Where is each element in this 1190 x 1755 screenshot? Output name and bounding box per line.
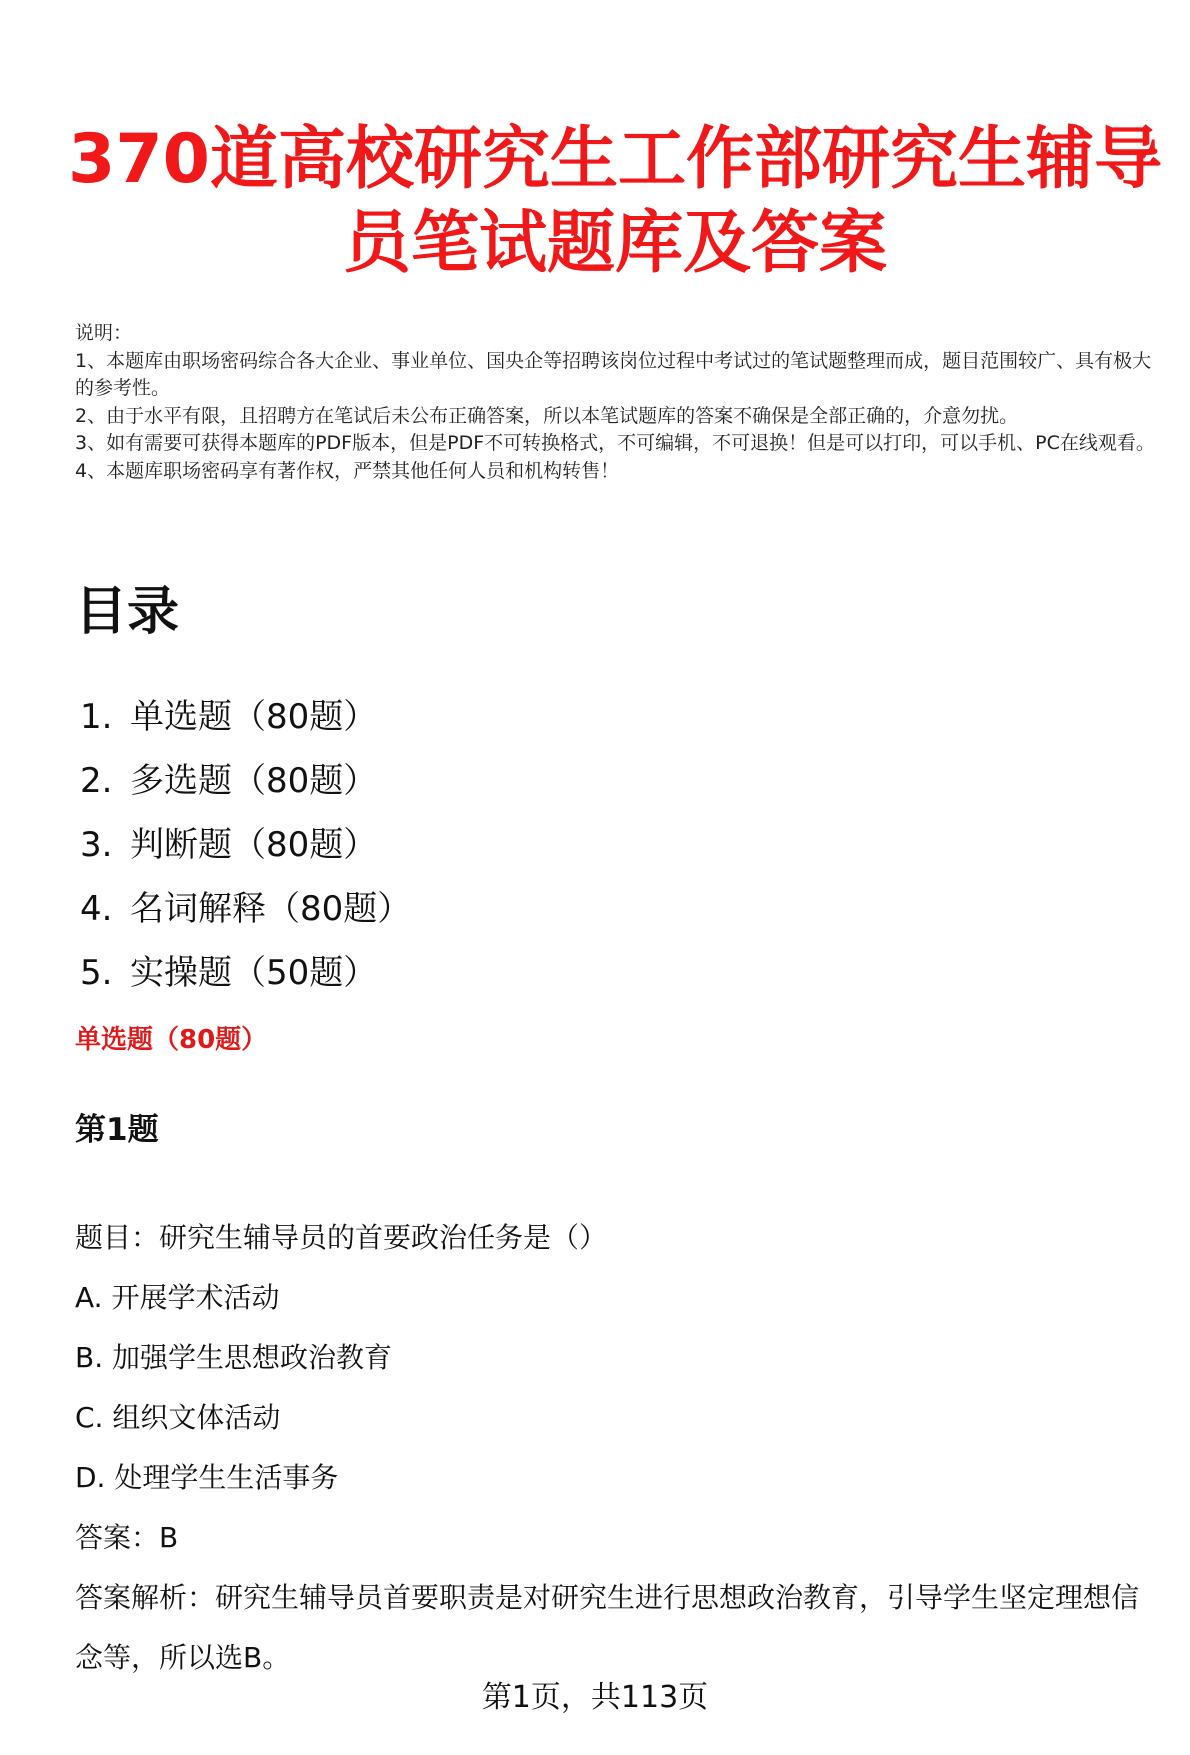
toc-item-multiple-choice[interactable] bbox=[80, 749, 411, 813]
toc-item-practical[interactable] bbox=[80, 941, 411, 1005]
question-heading: 第1题 bbox=[75, 1112, 159, 1148]
section-heading: 单选题（80题） bbox=[75, 1025, 268, 1055]
question-answer: 答案：B bbox=[75, 1521, 179, 1554]
toc-item-term-definition[interactable] bbox=[80, 877, 411, 941]
notes-item-2: 2、由于水平有限，且招聘方在笔试后未公布正确答案，所以本笔试题库的答案不确保是全部正确的，介意勿扰。 bbox=[75, 404, 1019, 427]
toc-item-label: 多选题（80题） bbox=[130, 761, 378, 801]
toc-item-true-false[interactable] bbox=[80, 813, 411, 877]
toc-item-label: 单选题（80题） bbox=[130, 697, 378, 737]
notes-item-1: 1、本题库由职场密码综合各大企业、事业单位、国央企等招聘该岗位过程中考试过的笔试题整理而成，题目范围较广、具有极大的参考性。 bbox=[75, 349, 1152, 399]
toc-list bbox=[80, 685, 411, 1005]
question-option-c: C. 组织文体活动 bbox=[75, 1401, 281, 1434]
toc-item-number: 5. bbox=[80, 953, 113, 993]
toc-item-number: 3. bbox=[80, 825, 113, 865]
toc-item-label: 实操题（50题） bbox=[130, 953, 378, 993]
page-footer: 第1页，共113页 bbox=[481, 1680, 709, 1715]
question-explanation: 答案解析：研究生辅导员首要职责是对研究生进行思想政治教育，引导学生坚定理想信念等，所以选B。 bbox=[75, 1581, 1140, 1674]
question-stem: 题目：研究生辅导员的首要政治任务是（） bbox=[75, 1221, 608, 1254]
question-body bbox=[75, 1208, 1165, 1688]
toc-item-number: 4. bbox=[80, 889, 113, 929]
notes-block bbox=[75, 320, 1155, 485]
notes-heading: 说明： bbox=[75, 322, 133, 344]
notes-item-3: 3、如有需要可获得本题库的PDF版本，但是PDF不可转换格式，不可编辑，不可退换！但是可以打印，可以手机、PC在线观看。 bbox=[75, 432, 1155, 454]
toc-heading: 目录 bbox=[75, 582, 180, 642]
question-option-d: D. 处理学生生活事务 bbox=[75, 1461, 339, 1494]
document-title: 370道高校研究生工作部研究生辅导员笔试题库及答案 bbox=[68, 120, 1162, 283]
question-option-a: A. 开展学术活动 bbox=[75, 1281, 280, 1314]
toc-item-number: 1. bbox=[80, 697, 113, 737]
question-option-b: B. 加强学生思想政治教育 bbox=[75, 1341, 393, 1374]
toc-item-number: 2. bbox=[80, 761, 113, 801]
toc-item-single-choice[interactable] bbox=[80, 685, 411, 749]
toc-item-label: 判断题（80题） bbox=[130, 825, 378, 865]
notes-item-4: 4、本题库职场密码享有著作权，严禁其他任何人员和机构转售！ bbox=[75, 459, 620, 482]
toc-item-label: 名词解释（80题） bbox=[130, 889, 412, 929]
